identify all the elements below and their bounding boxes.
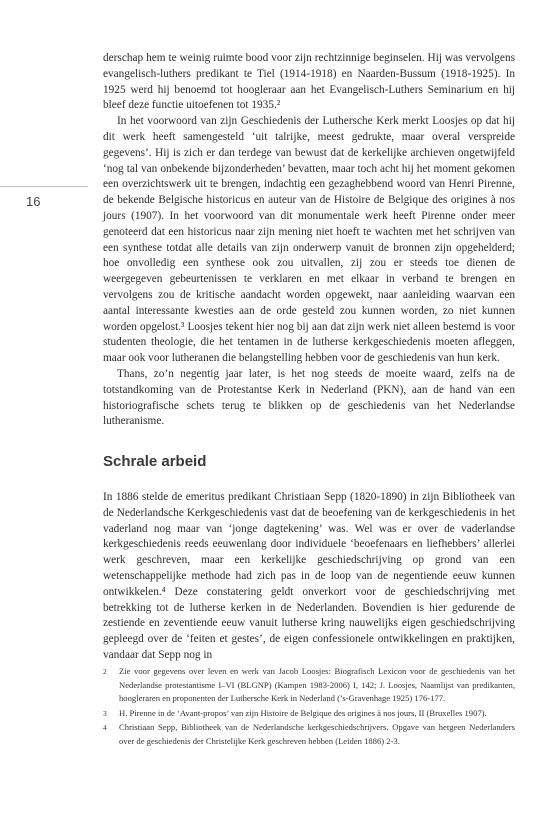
footnote-text: H. Pirenne in de ‘Avant-propos’ van zijn Histoire de Belgique des origines à nos jours, II (Bruxelles 1907). bbox=[119, 707, 487, 718]
section-heading: Schrale arbeid bbox=[103, 453, 207, 471]
footnote-number: 3 bbox=[103, 708, 107, 718]
footnote bbox=[103, 707, 515, 721]
paragraph: In het voorwoord van zijn Geschiedenis der Luthersche Kerk merkt Loosjes op dat hij dit werk heeft samengesteld ‘uit talrijke, meest gedrukte, maar overal verspreide gegevens’. Hij is zich er dan terdege van bewust dat de kerkelijke archieven ongetwijfeld ‘nog tal van onbekende bijzonderheden’ bevatten, maar toch acht hij het moment gekomen een overzichtswerk uit te brengen, indachtig een gezaghebbend woord van Henri Pirenne, de bekende Belgische historicus en auteur van de Histoire de Belgique des origines à nos jours (1907). In het voorwoord van dit monumentale werk heeft Pirenne onder meer genoteerd dat een historicus naar zijn mening niet hoeft te wachten met het schrijven van een synthese totdat alle details van zijn onderwerp vanuit de bronnen zijn opgehelderd; hoe onvolledig een synthese ook zou uitvallen, zij zou er steeds toe dienen de weergegeven gebeurtenissen te verklaren en met elkaar in verband te brengen en vervolgens zou de kritische aandacht worden opgewekt, naar aanleiding waarvan een aantal interessante kwesties aan de orde gesteld zou kunnen worden, zo niet kunnen worden opgelost.³ Loosjes tekent hier nog bij aan dat zijn werk niet alleen bestemd is voor studenten theologie, die het tentamen in de lutherse kerkgeschiedenis moeten afleggen, maar ook voor lutheranen die belangstelling hebben voor de geschiedenis van hun kerk. bbox=[103, 115, 515, 365]
footnote bbox=[103, 665, 515, 706]
paragraph: derschap hem te weinig ruimte bood voor zijn rechtzinnige beginselen. Hij was vervolgens evangelisch-luthers predikant te Tiel (1914-1918) en Naarden-Bussum (1918-1925). In 1925 werd hij benoemd tot hoogleraar aan het Evangelisch-Luthers Seminarium en hij bleef deze functie uitoefenen tot 1935.² bbox=[103, 52, 515, 112]
footnote-number: 2 bbox=[103, 667, 107, 676]
page-number: 16 bbox=[26, 194, 41, 209]
paragraph: Thans, zo’n negentig jaar later, is het nog steeds de moeite waard, zelfs na de totstandkoming van de Protestantse Kerk in Nederland (PKN), aan de hand van een historiografische schets terug te blikken op de geschiedenis van het Nederlandse lutheranisme. bbox=[103, 367, 515, 428]
footnote bbox=[103, 721, 515, 748]
footnote-text: Zie voor gegevens over leven en werk van Jacob Loosjes: Biografisch Lexicon voor de geschiedenis van het Nederlandse protestantisme I–VI (BLGNP) (Kampen 1983-2006) I, 142; J. Loosjes, Naamlijst van predikanten, hoogleraren en proponenten der Luthersche Kerk in Nederland (’s-Gravenhage 1925) 176-177. bbox=[119, 666, 515, 703]
footnotes bbox=[103, 665, 515, 749]
body-text bbox=[103, 51, 515, 664]
footnote-text: Christiaan Sepp, Bibliotheek van de Nederlandsche kerkgeschiedschrijvers. Opgave van hetgeen Nederlanders over de geschiedenis der Christelijke Kerk geschreven hebben (Leiden 1886) 2-3. bbox=[119, 722, 515, 746]
margin-rule bbox=[0, 186, 88, 187]
footnote-number: 4 bbox=[103, 723, 107, 732]
paragraph: In 1886 stelde de emeritus predikant Christiaan Sepp (1820-1890) in zijn Bibliotheek van de Nederlandsche Kerkgeschiedenis vast dat de beoefening van de kerkgeschiedenis in het vaderland nog maar van ‘jonge dagtekening’ was. Wel was er over de vaderlandse kerkgeschiedenis reeds eeuwenlang door individuele ‘beoefenaars en liefhebbers’ allerlei werk geschreven, maar een kerkelijke geschiedschrijving op grond van een wetenschappelijke methode had zich pas in de loop van de negentiende eeuw kunnen ontwikkelen.⁴ Deze constatering geldt onverkort voor de geschiedschrijving met betrekking tot de lutherse kerken in de Nederlanden. Bovendien is hier gedurende de zestiende en zeventiende eeuw vanuit lutherse kring nauwelijks eigen geschiedschrijving gepleegd over de ‘feiten et gestes’, de eigen confessionele ontwikkelingen en praktijken, vandaar dat Sepp nog in bbox=[103, 490, 515, 661]
